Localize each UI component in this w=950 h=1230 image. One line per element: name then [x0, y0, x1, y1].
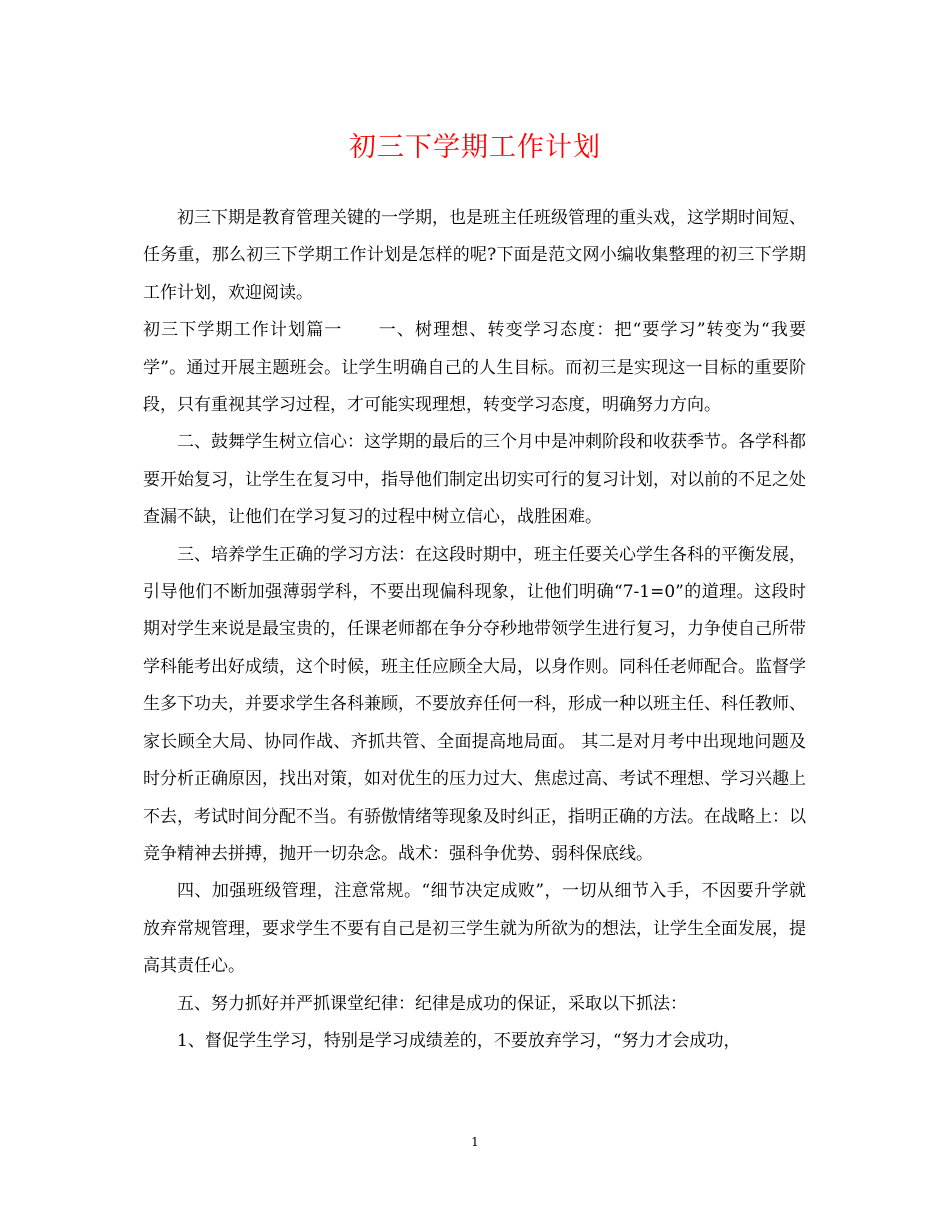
page-number: 1 — [471, 1135, 479, 1149]
paragraph-item-one: 1、督促学生学习，特别是学习成绩差的，不要放弃学习，“努力才会成功， — [177, 1030, 741, 1051]
document-body — [143, 200, 806, 1060]
paragraph-section-five: 五、努力抓好并严抓课堂纪律：纪律是成功的保证，采取以下抓法： — [177, 993, 687, 1014]
paragraph-section-one: 初三下学期工作计划篇一 一、树理想、转变学习态度：把“要学习”转变为“我要学”。通过开展主题班会。让学生明确自己的人生目标。而初三是实现这一目标的重要阶段，只有重视其学习过程，才可能实现理想，转变学习态度，明确努力方向。 — [143, 320, 806, 416]
paragraph-intro: 初三下期是教育管理关键的一学期，也是班主任班级管理的重头戏，这学期时间短、任务重，那么初三下学期工作计划是怎样的呢?下面是范文网小编收集整理的初三下学期工作计划，欢迎阅读。 — [143, 208, 806, 303]
document-title: 初三下学期工作计划 — [349, 132, 601, 163]
paragraph-section-three: 三、培养学生正确的学习方法：在这段时期中，班主任要关心学生各科的平衡发展，引导他们不断加强薄弱学科，不要出现偏科现象，让他们明确“7-1=0”的道理。这段时期对学生来说是最宝贵的，任课老师都在争分夺秒地带领学生进行复习，力争使自己所带学科能考出好成绩，这个时候，班主任应顾全大局，以身作则。同科任老师配合。监督学生多下功夫，并要求学生各科兼顾，不要放弃任何一科，形成一种以班主任、科任教师、家长顾全大局、协同作战、齐抓共管、全面提高地局面。 其二是对月考中出现地问题及时分析正确原因，找出对策，如对优生的压力过大、焦虑过高、考试不理想、学习兴趣上不去，考试时间分配不当。有骄傲情绪等现象及时纠正，指明正确的方法。在战略上：以竞争精神去拼搏，抛开一切杂念。战术：强科争优势、弱科保底线。 — [143, 544, 806, 864]
paragraph-section-two: 二、鼓舞学生树立信心：这学期的最后的三个月中是冲刺阶段和收获季节。各学科都要开始复习，让学生在复习中，指导他们制定出切实可行的复习计划，对以前的不足之处查漏不缺，让他们在学习复习的过程中树立信心，战胜困难。 — [143, 432, 806, 528]
paragraph-section-four: 四、加强班级管理，注意常规。“细节决定成败”，一切从细节入手，不因要升学就放弃常规管理，要求学生不要有自己是初三学生就为所欲为的想法，让学生全面发展，提高其责任心。 — [143, 881, 806, 977]
